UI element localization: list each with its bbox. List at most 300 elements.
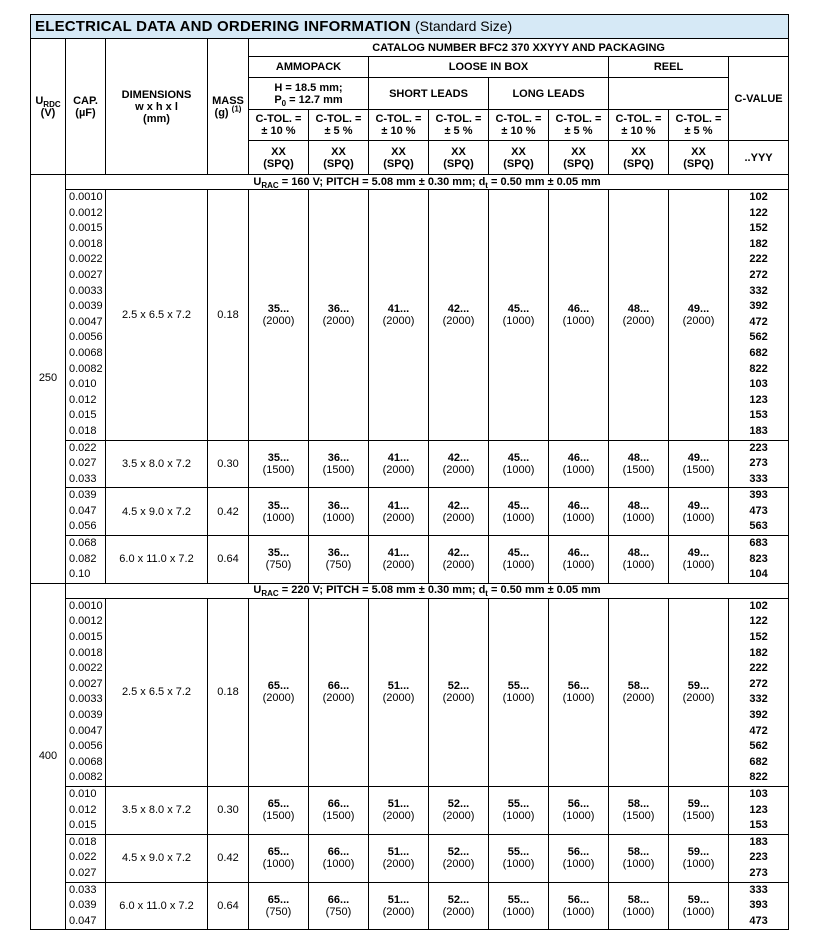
ctol-label: C-TOL. = bbox=[435, 113, 482, 125]
cvalue: 273 bbox=[749, 866, 768, 879]
code-value: 48... bbox=[627, 499, 650, 512]
cvalue: 333 bbox=[749, 883, 768, 896]
header-ctol bbox=[609, 110, 669, 141]
spq-value: (1000) bbox=[502, 692, 535, 705]
catalog-code-cell bbox=[549, 488, 609, 536]
cap-value: 0.0068 bbox=[69, 346, 103, 359]
catalog-code-cell bbox=[669, 190, 729, 441]
cap-value: 0.0047 bbox=[69, 315, 103, 328]
catalog-code-cell bbox=[609, 190, 669, 441]
cap-value: 0.010 bbox=[69, 787, 97, 800]
dimensions-cell: 3.5 x 8.0 x 7.2 bbox=[106, 786, 208, 834]
catalog-code-cell bbox=[309, 190, 369, 441]
code-value: 45... bbox=[507, 547, 530, 560]
catalog-code-cell bbox=[369, 440, 429, 488]
cvalue: 272 bbox=[749, 677, 768, 690]
cap-cell bbox=[66, 488, 106, 536]
cap-value: 0.047 bbox=[69, 914, 97, 927]
ctol-label: C-TOL. = bbox=[255, 113, 302, 125]
code-value: 66... bbox=[327, 846, 350, 859]
cap-value: 0.0033 bbox=[69, 693, 103, 706]
spq-value: (2000) bbox=[262, 314, 295, 327]
code-value: 36... bbox=[327, 547, 350, 560]
header-cvalue: C-VALUE bbox=[729, 57, 789, 141]
cap-cell bbox=[66, 834, 106, 882]
header-xx-spq bbox=[429, 141, 489, 175]
catalog-code-cell bbox=[549, 440, 609, 488]
cap-value: 0.0010 bbox=[69, 599, 103, 612]
catalog-code-cell bbox=[489, 834, 549, 882]
mass-note: (1) bbox=[231, 103, 242, 113]
catalog-code-cell bbox=[429, 882, 489, 930]
catalog-code-cell bbox=[429, 834, 489, 882]
spq-value: (1000) bbox=[622, 905, 655, 918]
cvalue-cell bbox=[729, 536, 789, 584]
spq-value: (1000) bbox=[502, 810, 535, 823]
cvalue: 122 bbox=[749, 206, 768, 219]
catalog-code-cell bbox=[669, 536, 729, 584]
catalog-code-cell bbox=[249, 488, 309, 536]
cap-value: 0.0012 bbox=[69, 615, 103, 628]
ammo-spec-h: H = 18.5 mm; bbox=[274, 81, 343, 94]
spq-value: (1500) bbox=[262, 463, 295, 476]
code-value: 56... bbox=[567, 893, 590, 906]
catalog-code-cell bbox=[609, 488, 669, 536]
catalog-code-cell bbox=[369, 598, 429, 786]
table-row bbox=[31, 440, 789, 488]
catalog-code-cell bbox=[609, 536, 669, 584]
header-ctol bbox=[489, 110, 549, 141]
ctol-value: ± 10 % bbox=[261, 125, 296, 137]
spec-part: t bbox=[485, 589, 488, 599]
code-value: 35... bbox=[267, 499, 290, 512]
cap-value: 0.0047 bbox=[69, 724, 103, 737]
xx-label: XX bbox=[331, 145, 346, 158]
code-value: 52... bbox=[447, 846, 470, 859]
spq-value: (1000) bbox=[622, 858, 655, 871]
cvalue-cell bbox=[729, 190, 789, 441]
cap-value: 0.0027 bbox=[69, 268, 103, 281]
spq-value: (1000) bbox=[682, 905, 715, 918]
dimensions-cell: 6.0 x 11.0 x 7.2 bbox=[106, 882, 208, 930]
code-value: 41... bbox=[387, 547, 410, 560]
code-value: 58... bbox=[627, 798, 650, 811]
spq-value: (1000) bbox=[502, 858, 535, 871]
catalog-code-cell bbox=[429, 536, 489, 584]
code-value: 65... bbox=[267, 846, 290, 859]
cap-value: 0.0018 bbox=[69, 646, 103, 659]
cvalue: 122 bbox=[749, 615, 768, 628]
code-value: 52... bbox=[447, 798, 470, 811]
code-value: 35... bbox=[267, 547, 290, 560]
code-value: 51... bbox=[387, 798, 410, 811]
code-value: 51... bbox=[387, 893, 410, 906]
section-row bbox=[31, 175, 789, 190]
cvalue: 273 bbox=[749, 457, 768, 470]
xx-label: XX bbox=[691, 145, 706, 158]
cap-value: 0.0039 bbox=[69, 300, 103, 313]
cap-value: 0.018 bbox=[69, 424, 97, 437]
spq-value: (1000) bbox=[622, 511, 655, 524]
cvalue: 223 bbox=[749, 441, 768, 454]
ammo-spec-sub: 0 bbox=[281, 98, 287, 108]
header-short-leads: SHORT LEADS bbox=[369, 78, 489, 110]
header-xx-spq bbox=[489, 141, 549, 175]
cap-value: 0.033 bbox=[69, 883, 97, 896]
code-value: 51... bbox=[387, 680, 410, 693]
ordering-table bbox=[30, 14, 789, 930]
header-xx-spq bbox=[309, 141, 369, 175]
cvalue: 472 bbox=[749, 724, 768, 737]
cap-value: 0.015 bbox=[69, 409, 97, 422]
cvalue: 473 bbox=[749, 914, 768, 927]
mass-label: MASS bbox=[212, 94, 244, 107]
table-body bbox=[31, 175, 789, 930]
cap-value: 0.012 bbox=[69, 803, 97, 816]
cap-value: 0.0015 bbox=[69, 222, 103, 235]
catalog-code-cell bbox=[549, 786, 609, 834]
cap-value: 0.0018 bbox=[69, 237, 103, 250]
spq-value: (750) bbox=[265, 905, 292, 918]
dim-formula: w x h x l bbox=[135, 100, 178, 113]
code-value: 42... bbox=[447, 302, 470, 315]
cvalue: 272 bbox=[749, 268, 768, 281]
ctol-label: C-TOL. = bbox=[375, 113, 422, 125]
cvalue: 103 bbox=[749, 787, 768, 800]
cap-value: 0.068 bbox=[69, 537, 97, 550]
header-urdc bbox=[31, 39, 66, 175]
spq-value: (2000) bbox=[682, 692, 715, 705]
cap-value: 0.027 bbox=[69, 866, 97, 879]
spq-value: (2000) bbox=[382, 314, 415, 327]
code-value: 35... bbox=[267, 302, 290, 315]
code-value: 45... bbox=[507, 451, 530, 464]
xx-label: XX bbox=[451, 145, 466, 158]
cvalue-cell bbox=[729, 786, 789, 834]
cvalue: 104 bbox=[749, 568, 768, 581]
spq-value: (1500) bbox=[682, 810, 715, 823]
code-value: 58... bbox=[627, 893, 650, 906]
spq-label: (SPQ) bbox=[683, 157, 714, 170]
cap-cell bbox=[66, 190, 106, 441]
cap-value: 0.082 bbox=[69, 552, 97, 565]
cap-value: 0.0027 bbox=[69, 677, 103, 690]
cap-value: 0.039 bbox=[69, 489, 97, 502]
header-ctol bbox=[549, 110, 609, 141]
spq-value: (2000) bbox=[262, 692, 295, 705]
catalog-code-cell bbox=[309, 440, 369, 488]
spq-value: (750) bbox=[325, 905, 352, 918]
catalog-code-cell bbox=[369, 536, 429, 584]
code-value: 66... bbox=[327, 680, 350, 693]
catalog-code-cell bbox=[549, 882, 609, 930]
spq-value: (1000) bbox=[562, 810, 595, 823]
cvalue: 152 bbox=[749, 222, 768, 235]
mass-cell: 0.30 bbox=[208, 786, 249, 834]
cvalue: 473 bbox=[749, 504, 768, 517]
code-value: 49... bbox=[687, 451, 710, 464]
spec-part: = 220 V; PITCH = 5.08 mm ± 0.30 mm; d bbox=[278, 584, 486, 597]
catalog-code-cell bbox=[369, 834, 429, 882]
cvalue-cell bbox=[729, 834, 789, 882]
catalog-code-cell bbox=[669, 488, 729, 536]
code-value: 48... bbox=[627, 451, 650, 464]
catalog-code-cell bbox=[669, 598, 729, 786]
cvalue: 153 bbox=[749, 819, 768, 832]
cap-label: CAP. bbox=[73, 94, 98, 107]
spq-value: (2000) bbox=[382, 810, 415, 823]
code-value: 49... bbox=[687, 302, 710, 315]
code-value: 46... bbox=[567, 499, 590, 512]
spq-value: (1000) bbox=[682, 511, 715, 524]
ctol-value: ± 5 % bbox=[324, 125, 353, 137]
ctol-label: C-TOL. = bbox=[675, 113, 722, 125]
catalog-code-cell bbox=[549, 598, 609, 786]
cvalue-cell bbox=[729, 882, 789, 930]
catalog-code-cell bbox=[429, 190, 489, 441]
cvalue: 562 bbox=[749, 740, 768, 753]
cvalue: 123 bbox=[749, 803, 768, 816]
spec-part: = 0.50 mm ± 0.05 mm bbox=[487, 584, 601, 597]
code-value: 46... bbox=[567, 547, 590, 560]
cap-value: 0.0010 bbox=[69, 191, 103, 203]
xx-label: XX bbox=[391, 145, 406, 158]
xx-label: XX bbox=[571, 145, 586, 158]
mass-cell: 0.30 bbox=[208, 440, 249, 488]
header-mass bbox=[208, 39, 249, 175]
voltage-cell: 400 bbox=[31, 583, 66, 929]
cap-value: 0.0082 bbox=[69, 362, 103, 375]
title-sub: (Standard Size) bbox=[414, 18, 513, 34]
title-main: ELECTRICAL DATA AND ORDERING INFORMATION bbox=[35, 18, 411, 35]
cvalue: 392 bbox=[749, 300, 768, 313]
cap-value: 0.022 bbox=[69, 851, 97, 864]
catalog-code-cell bbox=[309, 598, 369, 786]
dimensions-cell: 2.5 x 6.5 x 7.2 bbox=[106, 190, 208, 441]
catalog-code-cell bbox=[429, 488, 489, 536]
code-value: 36... bbox=[327, 451, 350, 464]
catalog-code-cell bbox=[669, 834, 729, 882]
header-ctol bbox=[669, 110, 729, 141]
spq-value: (1000) bbox=[562, 905, 595, 918]
spq-value: (1000) bbox=[322, 858, 355, 871]
spq-value: (1500) bbox=[682, 463, 715, 476]
header-reel: REEL bbox=[609, 57, 729, 78]
code-value: 46... bbox=[567, 302, 590, 315]
ctol-value: ± 5 % bbox=[444, 125, 473, 137]
catalog-code-cell bbox=[609, 598, 669, 786]
catalog-code-cell bbox=[369, 488, 429, 536]
header-ammo-spec bbox=[249, 78, 369, 110]
cvalue: 472 bbox=[749, 315, 768, 328]
spq-value: (1000) bbox=[562, 511, 595, 524]
catalog-code-cell bbox=[489, 536, 549, 584]
cap-cell bbox=[66, 536, 106, 584]
spq-value: (2000) bbox=[382, 858, 415, 871]
cap-value: 0.0022 bbox=[69, 253, 103, 266]
catalog-code-cell bbox=[369, 786, 429, 834]
header-ctol bbox=[249, 110, 309, 141]
ctol-label: C-TOL. = bbox=[315, 113, 362, 125]
spq-value: (2000) bbox=[322, 692, 355, 705]
cvalue: 182 bbox=[749, 646, 768, 659]
cvalue: 562 bbox=[749, 331, 768, 344]
header-xx-spq bbox=[369, 141, 429, 175]
cvalue: 103 bbox=[749, 378, 768, 391]
code-value: 59... bbox=[687, 893, 710, 906]
catalog-code-cell bbox=[489, 882, 549, 930]
ctol-label: C-TOL. = bbox=[555, 113, 602, 125]
header-yyy: ..YYY bbox=[729, 141, 789, 175]
dimensions-cell: 3.5 x 8.0 x 7.2 bbox=[106, 440, 208, 488]
catalog-code-cell bbox=[669, 440, 729, 488]
dimensions-cell: 4.5 x 9.0 x 7.2 bbox=[106, 488, 208, 536]
dimensions-cell: 4.5 x 9.0 x 7.2 bbox=[106, 834, 208, 882]
header-ctol bbox=[369, 110, 429, 141]
code-value: 52... bbox=[447, 680, 470, 693]
spq-value: (1000) bbox=[262, 511, 295, 524]
spq-value: (2000) bbox=[442, 314, 475, 327]
mass-cell: 0.18 bbox=[208, 598, 249, 786]
table-row bbox=[31, 834, 789, 882]
spq-value: (2000) bbox=[382, 559, 415, 572]
urdc-sub: RDC bbox=[43, 99, 61, 109]
code-value: 42... bbox=[447, 547, 470, 560]
spq-label: (SPQ) bbox=[623, 157, 654, 170]
cvalue: 123 bbox=[749, 393, 768, 406]
cap-value: 0.056 bbox=[69, 520, 97, 533]
cvalue: 563 bbox=[749, 520, 768, 533]
spq-value: (2000) bbox=[442, 905, 475, 918]
ctol-value: ± 10 % bbox=[381, 125, 416, 137]
cvalue: 332 bbox=[749, 693, 768, 706]
voltage-cell: 250 bbox=[31, 175, 66, 584]
code-value: 55... bbox=[507, 680, 530, 693]
spec-part: RAC bbox=[261, 589, 279, 599]
cvalue: 223 bbox=[749, 851, 768, 864]
xx-label: XX bbox=[271, 145, 286, 158]
cap-value: 0.018 bbox=[69, 835, 97, 848]
spq-value: (1000) bbox=[262, 858, 295, 871]
ctol-value: ± 5 % bbox=[564, 125, 593, 137]
code-value: 45... bbox=[507, 499, 530, 512]
catalog-code-cell bbox=[429, 598, 489, 786]
header-xx-spq bbox=[249, 141, 309, 175]
catalog-code-cell bbox=[669, 882, 729, 930]
spq-value: (2000) bbox=[622, 314, 655, 327]
spq-value: (1500) bbox=[322, 463, 355, 476]
spq-value: (2000) bbox=[382, 511, 415, 524]
catalog-code-cell bbox=[489, 488, 549, 536]
cap-value: 0.0056 bbox=[69, 740, 103, 753]
cvalue: 183 bbox=[749, 424, 768, 437]
spq-value: (1500) bbox=[262, 810, 295, 823]
mass-cell: 0.18 bbox=[208, 190, 249, 441]
cvalue: 152 bbox=[749, 631, 768, 644]
code-value: 46... bbox=[567, 451, 590, 464]
code-value: 59... bbox=[687, 798, 710, 811]
cvalue: 182 bbox=[749, 237, 768, 250]
spq-value: (1000) bbox=[502, 511, 535, 524]
spq-value: (2000) bbox=[442, 463, 475, 476]
spq-value: (2000) bbox=[682, 314, 715, 327]
code-value: 48... bbox=[627, 547, 650, 560]
table-row bbox=[31, 488, 789, 536]
spq-value: (1500) bbox=[322, 810, 355, 823]
table-row bbox=[31, 536, 789, 584]
catalog-code-cell bbox=[429, 440, 489, 488]
spq-value: (2000) bbox=[442, 511, 475, 524]
cvalue: 153 bbox=[749, 409, 768, 422]
code-value: 65... bbox=[267, 798, 290, 811]
catalog-code-cell bbox=[369, 882, 429, 930]
code-value: 66... bbox=[327, 798, 350, 811]
header-loose: LOOSE IN BOX bbox=[369, 57, 609, 78]
cvalue: 683 bbox=[749, 537, 768, 550]
code-value: 36... bbox=[327, 302, 350, 315]
header-dimensions bbox=[106, 39, 208, 175]
cvalue: 682 bbox=[749, 755, 768, 768]
code-value: 45... bbox=[507, 302, 530, 315]
spq-value: (750) bbox=[265, 559, 292, 572]
header-ammopack: AMMOPACK bbox=[249, 57, 369, 78]
cvalue: 822 bbox=[749, 362, 768, 375]
cap-unit: (µF) bbox=[75, 106, 96, 119]
xx-label: XX bbox=[631, 145, 646, 158]
catalog-code-cell bbox=[249, 440, 309, 488]
spq-value: (1000) bbox=[622, 559, 655, 572]
spq-value: (2000) bbox=[382, 905, 415, 918]
catalog-code-cell bbox=[669, 786, 729, 834]
catalog-code-cell bbox=[609, 440, 669, 488]
catalog-code-cell bbox=[609, 786, 669, 834]
header-xx-spq bbox=[669, 141, 729, 175]
code-value: 55... bbox=[507, 893, 530, 906]
cvalue: 392 bbox=[749, 709, 768, 721]
mass-cell: 0.42 bbox=[208, 834, 249, 882]
cap-value: 0.012 bbox=[69, 393, 97, 406]
ctol-value: ± 10 % bbox=[621, 125, 656, 137]
spq-value: (2000) bbox=[382, 463, 415, 476]
spq-value: (2000) bbox=[622, 692, 655, 705]
ctol-value: ± 5 % bbox=[684, 125, 713, 137]
cvalue: 183 bbox=[749, 835, 768, 848]
mass-cell: 0.42 bbox=[208, 488, 249, 536]
ctol-label: C-TOL. = bbox=[495, 113, 542, 125]
catalog-code-cell bbox=[249, 536, 309, 584]
header-ctol bbox=[309, 110, 369, 141]
code-value: 41... bbox=[387, 451, 410, 464]
spq-value: (1000) bbox=[562, 463, 595, 476]
cap-value: 0.0033 bbox=[69, 284, 103, 297]
cap-cell bbox=[66, 786, 106, 834]
cvalue: 823 bbox=[749, 552, 768, 565]
spq-value: (2000) bbox=[442, 858, 475, 871]
code-value: 36... bbox=[327, 499, 350, 512]
spq-value: (2000) bbox=[442, 810, 475, 823]
catalog-code-cell bbox=[489, 190, 549, 441]
catalog-code-cell bbox=[549, 834, 609, 882]
code-value: 59... bbox=[687, 680, 710, 693]
table-row bbox=[31, 190, 789, 441]
spec-part: U bbox=[253, 175, 262, 188]
header-reel-blank bbox=[609, 78, 729, 110]
code-value: 65... bbox=[267, 680, 290, 693]
dimensions-cell: 2.5 x 6.5 x 7.2 bbox=[106, 598, 208, 786]
section-spec bbox=[66, 175, 789, 190]
header-long-leads: LONG LEADS bbox=[489, 78, 609, 110]
spq-value: (1000) bbox=[502, 463, 535, 476]
